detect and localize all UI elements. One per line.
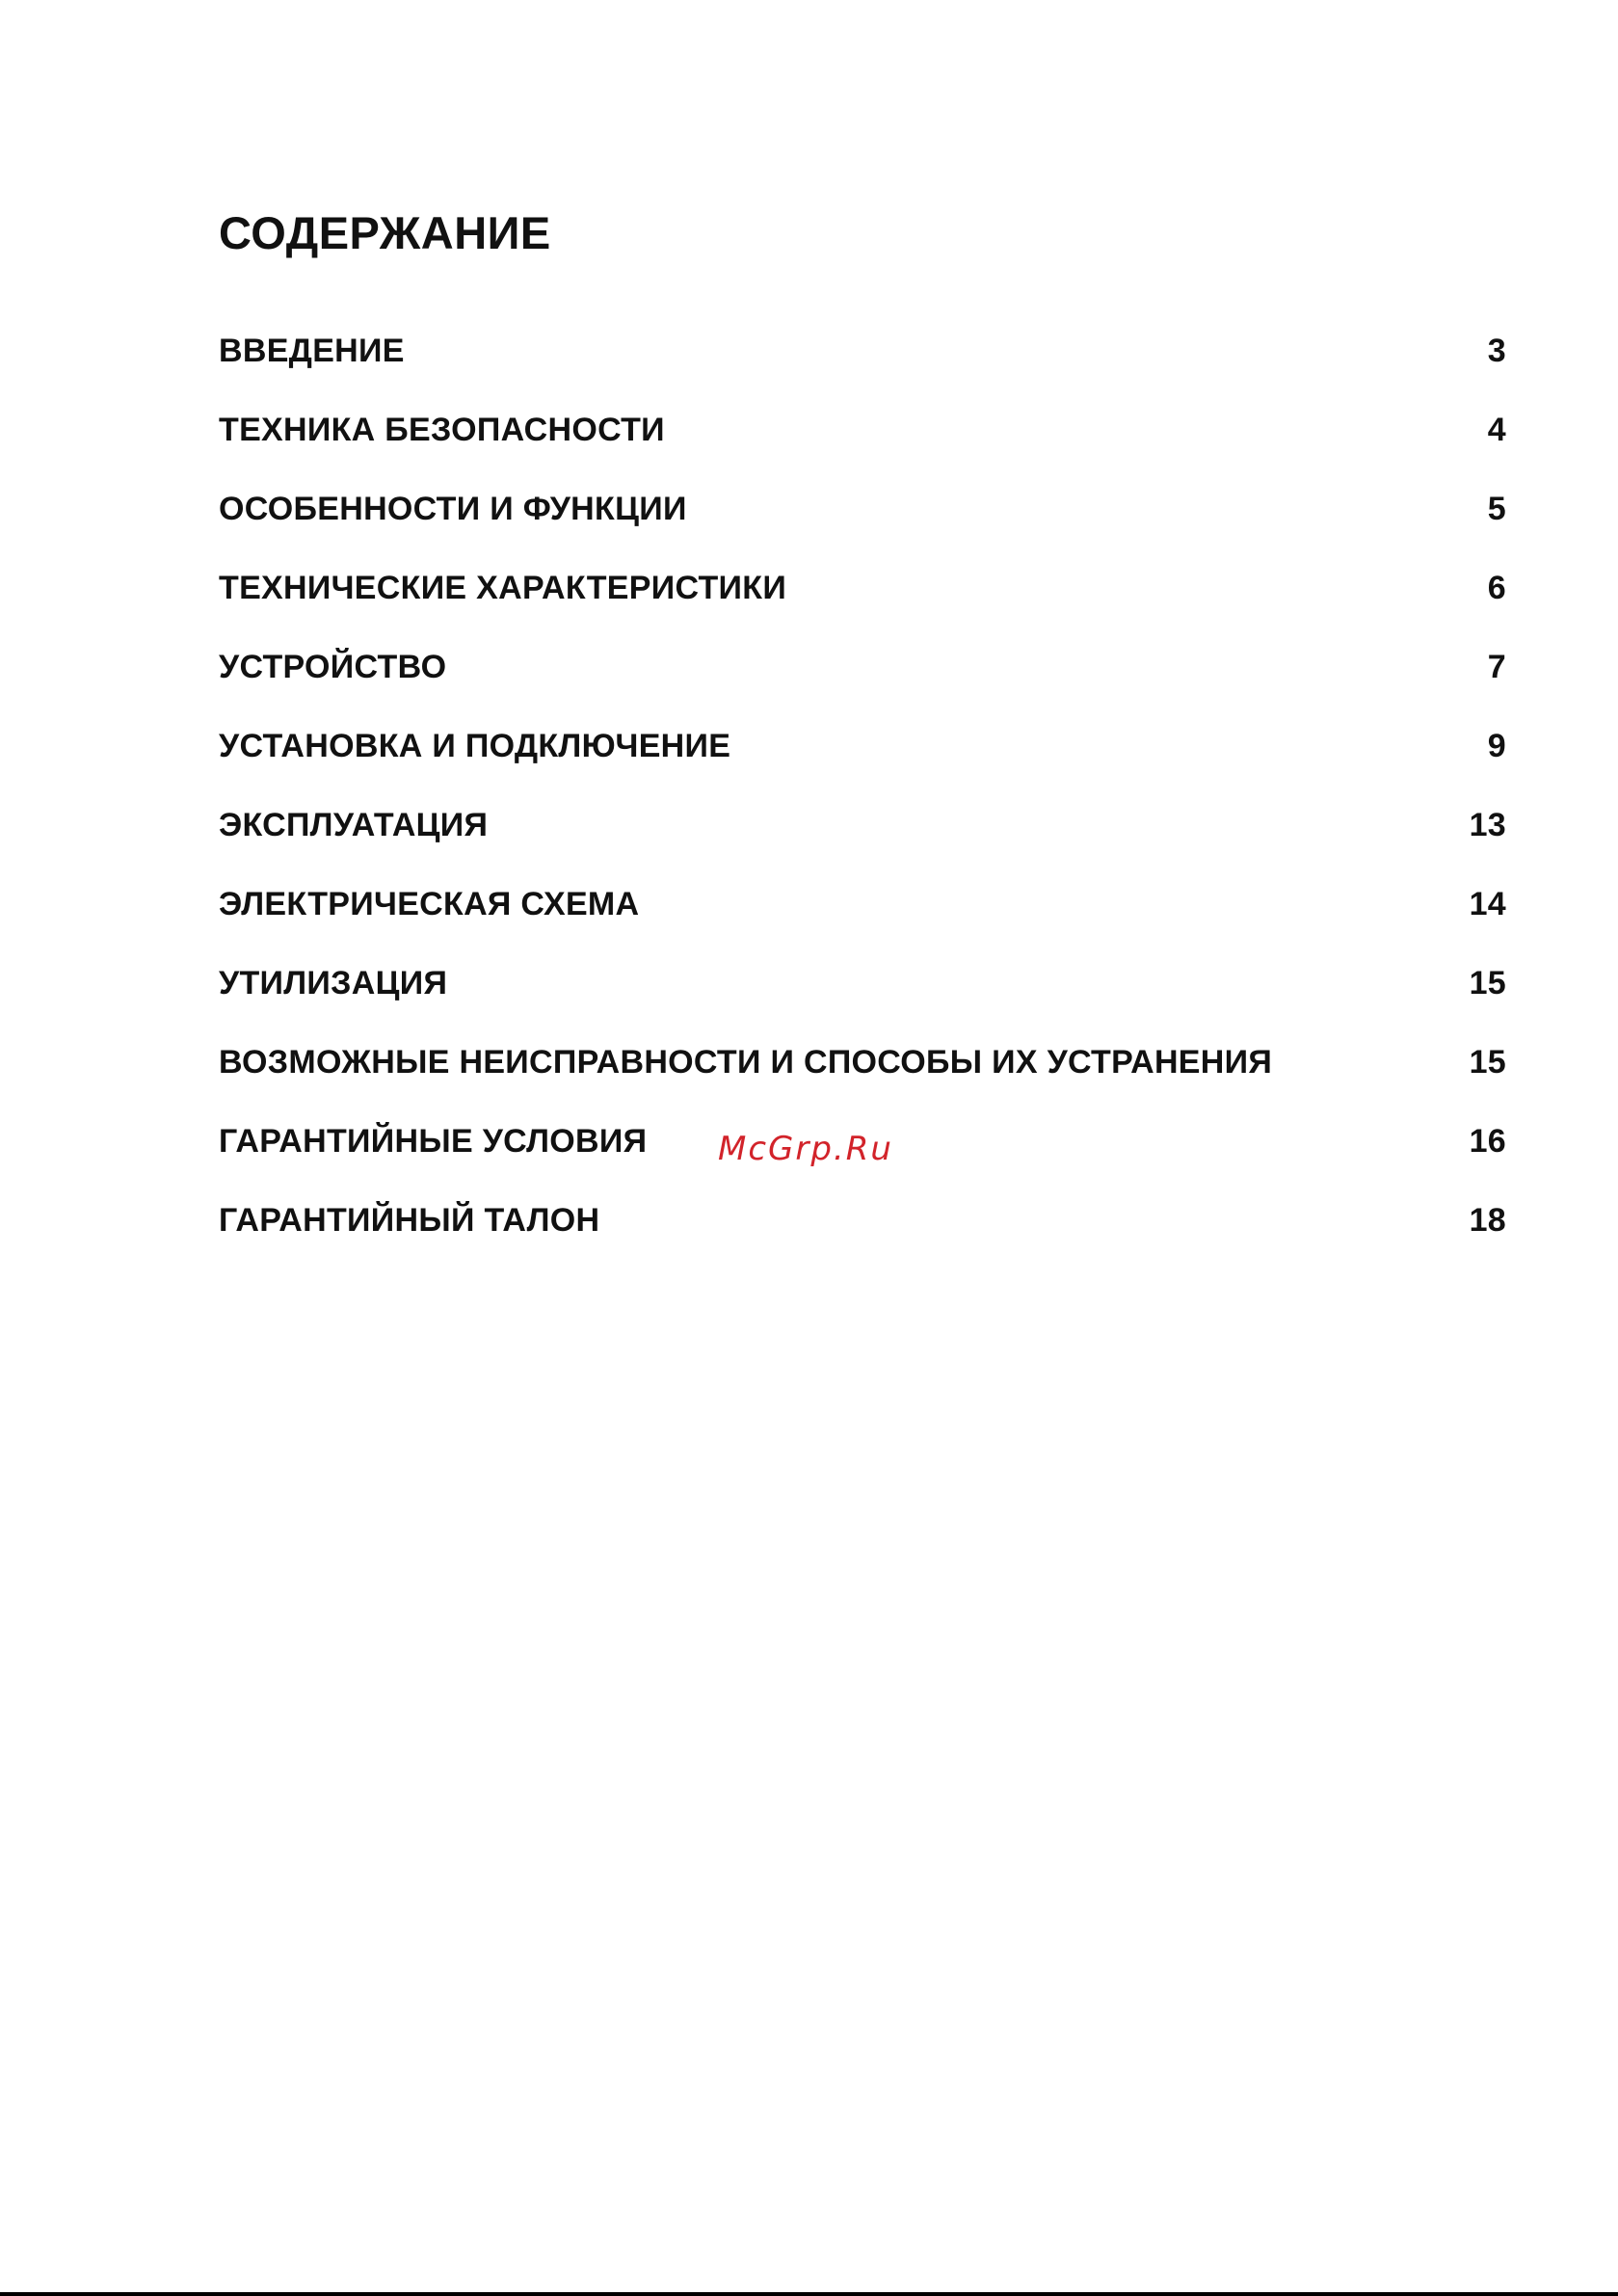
toc-entry-label: ЭЛЕКТРИЧЕСКАЯ СХЕМА — [219, 885, 640, 922]
toc-entry-page: 14 — [1469, 885, 1506, 922]
toc-entry[interactable] — [219, 311, 1506, 390]
toc-entry-page: 9 — [1487, 727, 1506, 764]
toc-entry-page: 15 — [1469, 964, 1506, 1001]
toc-entry[interactable] — [219, 786, 1506, 865]
toc-entry[interactable] — [219, 627, 1506, 707]
toc-entry-label: УСТРОЙСТВО — [219, 648, 447, 685]
toc-entry-label: ОСОБЕННОСТИ И ФУНКЦИИ — [219, 490, 687, 527]
toc-entry[interactable] — [219, 865, 1506, 944]
toc-entry-page: 7 — [1487, 648, 1506, 685]
toc-entry[interactable] — [219, 390, 1506, 469]
toc-entry-label: ВВЕДЕНИЕ — [219, 332, 405, 369]
toc-entry-label: ГАРАНТИЙНЫЕ УСЛОВИЯ — [219, 1122, 648, 1160]
page-title: СОДЕРЖАНИЕ — [219, 207, 551, 258]
toc-entry-label: УТИЛИЗАЦИЯ — [219, 964, 448, 1001]
watermark-text: McGrp.Ru — [718, 1130, 893, 1168]
toc-entry-label: ГАРАНТИЙНЫЙ ТАЛОН — [219, 1201, 600, 1239]
toc-entry-label: ЭКСПЛУАТАЦИЯ — [219, 806, 489, 843]
toc-entry-page: 16 — [1469, 1122, 1506, 1160]
toc-entry[interactable] — [219, 469, 1506, 548]
toc-entry-page: 3 — [1487, 332, 1506, 369]
toc-entry-label: ТЕХНИКА БЕЗОПАСНОСТИ — [219, 411, 665, 448]
toc-entry[interactable] — [219, 548, 1506, 627]
toc-entry[interactable] — [219, 1023, 1506, 1102]
toc-entry-label: ВОЗМОЖНЫЕ НЕИСПРАВНОСТИ И СПОСОБЫ ИХ УСТРАНЕНИЯ — [219, 1043, 1273, 1081]
toc-entry-page: 15 — [1469, 1043, 1506, 1081]
toc-entry-page: 18 — [1469, 1201, 1506, 1239]
table-of-contents — [219, 311, 1506, 1260]
toc-entry[interactable] — [219, 707, 1506, 786]
toc-entry-page: 6 — [1487, 569, 1506, 606]
toc-entry-page: 5 — [1487, 490, 1506, 527]
toc-entry[interactable] — [219, 944, 1506, 1023]
toc-entry-label: УСТАНОВКА И ПОДКЛЮЧЕНИЕ — [219, 727, 731, 764]
toc-entry[interactable] — [219, 1181, 1506, 1260]
toc-entry-page: 13 — [1469, 806, 1506, 843]
toc-entry-page: 4 — [1487, 411, 1506, 448]
toc-entry-label: ТЕХНИЧЕСКИЕ ХАРАКТЕРИСТИКИ — [219, 569, 787, 606]
bottom-divider — [0, 2292, 1618, 2296]
